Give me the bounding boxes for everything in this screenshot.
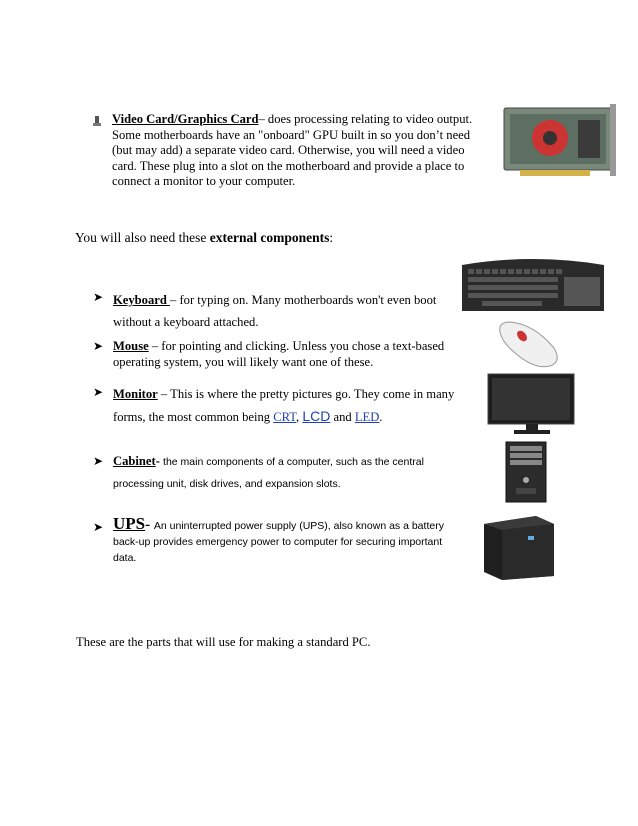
mouse-image: [494, 318, 566, 370]
monitor-image: [484, 370, 580, 436]
video-card-title: Video Card/Graphics Card: [112, 112, 259, 126]
monitor-title: Monitor: [113, 387, 158, 401]
graphics-card-image: [500, 100, 620, 184]
footer-text: These are the parts that will use for making a standard PC.: [76, 635, 371, 649]
ups-title: UPS: [113, 514, 146, 533]
keyboard-item: Keyboard – for typing on. Many motherboards won't even boot without a keyboard attached.: [113, 293, 437, 329]
monitor-item: Monitor – This is where the pretty pictures go. They come in many forms, the most common being CRT, LCD and LED.: [113, 387, 455, 424]
crt-link[interactable]: CRT: [273, 410, 297, 424]
ups-image: [474, 510, 560, 582]
cabinet-item: Cabinet- the main components of a computer, such as the central processing unit, disk drives, and expansion slots.: [113, 454, 424, 490]
bullet-icon: [92, 114, 102, 126]
arrow-bullet-icon: ➤: [93, 290, 104, 304]
keyboard-title: Keyboard: [113, 293, 171, 307]
external-heading: You will also need these external components:: [75, 230, 334, 245]
ups-item: UPS- An uninterrupted power supply (UPS), also known as a battery back-up provides emergency power to computer for securing important data.: [113, 514, 444, 564]
lcd-link[interactable]: LCD: [302, 408, 331, 424]
video-card-paragraph: Video Card/Graphics Card– does processing relating to video output. Some motherboards have an "onboard" GPU built in so you don’t need (but may add) a separate video card. Otherwise, you will need a video card. These plug into a slot on the motherboard and provide a place to connect a monitor to your computer.: [112, 112, 473, 189]
mouse-title: Mouse: [113, 339, 149, 353]
arrow-bullet-icon: ➤: [93, 454, 104, 468]
arrow-bullet-icon: ➤: [93, 385, 104, 399]
cabinet-image: [498, 440, 554, 504]
keyboard-image: [458, 255, 608, 317]
arrow-bullet-icon: ➤: [93, 339, 104, 353]
arrow-bullet-icon: ➤: [93, 520, 104, 534]
led-link[interactable]: LED: [354, 410, 380, 424]
mouse-item: Mouse – for pointing and clicking. Unless you chose a text-based operating system, you will likely want one of these.: [113, 339, 445, 369]
cabinet-title: Cabinet: [113, 454, 156, 468]
